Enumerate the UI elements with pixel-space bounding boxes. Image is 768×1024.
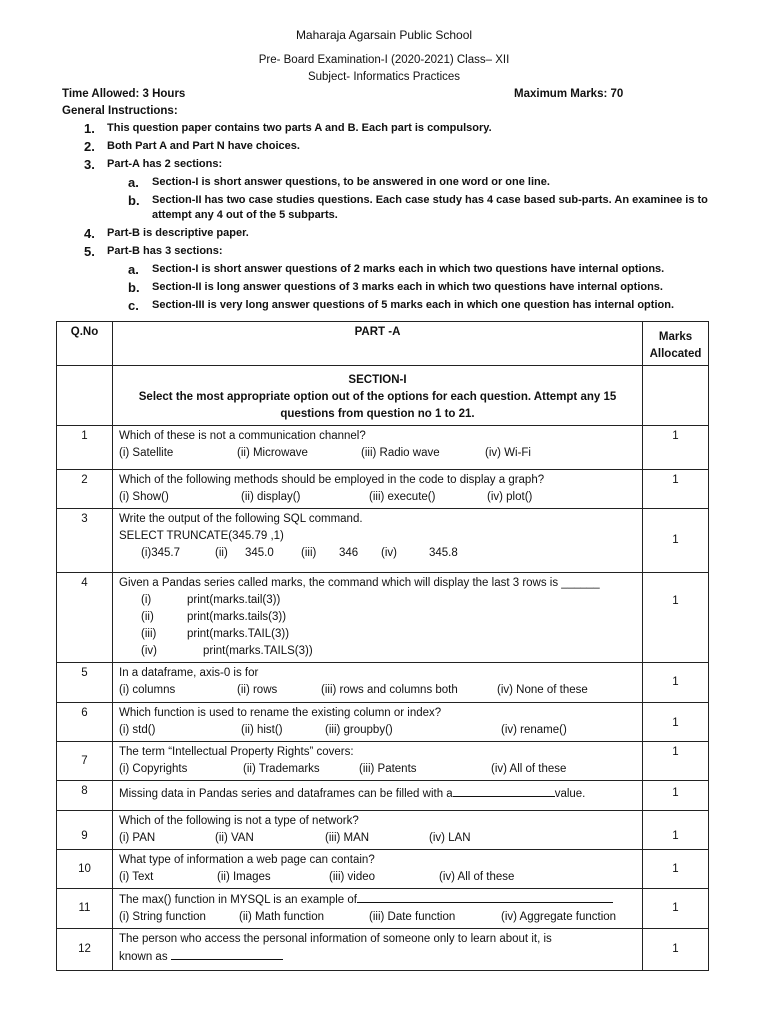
instruction-text: Part-B is descriptive paper. — [107, 227, 249, 239]
question-text-after: value. — [554, 788, 586, 800]
general-instructions-heading: General Instructions: — [62, 105, 178, 117]
option: (ii) Images — [217, 871, 271, 883]
option: (i) String function — [119, 911, 206, 923]
question-row — [57, 573, 709, 663]
question-row — [57, 703, 709, 742]
option-row — [119, 592, 636, 609]
option-text: print(marks.TAIL(3)) — [187, 628, 290, 640]
question-number: 5 — [57, 663, 113, 703]
question-text: Given a Pandas series called marks, the command which will display the last 3 rows is ______ — [119, 577, 600, 589]
question-cell — [113, 889, 643, 929]
option: (iii) groupby() — [325, 724, 393, 736]
question-row — [57, 850, 709, 889]
instruction-number: 4. — [84, 226, 95, 241]
options — [119, 761, 636, 778]
question-cell — [113, 573, 643, 663]
question-text: known as — [119, 951, 168, 963]
question-row — [57, 509, 709, 573]
part-header: PART -A — [113, 322, 643, 366]
question-cell — [113, 663, 643, 703]
school-name: Maharaja Agarsain Public School — [295, 28, 473, 42]
question-cell — [113, 426, 643, 470]
question-marks: 1 — [643, 573, 709, 663]
option: (iii) Date function — [369, 911, 456, 923]
option: (iv) — [381, 547, 397, 559]
option: (ii) Math function — [239, 911, 325, 923]
instruction-text: This question paper contains two parts A and B. Each part is compulsory. — [107, 122, 492, 134]
option: (iv) rename() — [501, 724, 567, 736]
question-marks: 1 — [643, 781, 709, 811]
instruction-text: Section-I is short answer questions of 2 marks each in which two questions have internal options. — [152, 263, 665, 275]
question-text: Which of the following is not a type of network? — [119, 815, 359, 827]
question-row — [57, 889, 709, 929]
question-cell — [113, 742, 643, 781]
instruction-text: Section-II has two case studies questions. Each case study has 4 case based sub-parts. An examinee is to attempt any 4 out of the 5 subparts. — [152, 194, 708, 221]
question-marks: 1 — [643, 470, 709, 509]
option: (iv) Aggregate function — [501, 911, 617, 923]
question-row — [57, 742, 709, 781]
option: (iii) execute() — [369, 491, 436, 503]
option-label: (iii) — [141, 628, 157, 640]
question-row — [57, 929, 709, 971]
instruction-text: Section-II is long answer questions of 3 marks each in which two questions have internal options. — [152, 281, 663, 293]
answer-blank — [453, 785, 555, 797]
exam-title: Pre- Board Examination-I (2020-2021) Class– XII — [258, 54, 510, 66]
question-cell — [113, 703, 643, 742]
options — [119, 909, 636, 926]
option: (iv) All of these — [491, 763, 567, 775]
time-allowed: Time Allowed: 3 Hours — [62, 88, 186, 100]
option: (iii) — [301, 547, 317, 559]
instruction-letter: c. — [128, 298, 139, 313]
empty-cell — [57, 366, 113, 426]
question-number: 12 — [57, 929, 113, 971]
option: (i) Satellite — [119, 447, 174, 459]
question-number: 1 — [57, 426, 113, 470]
table-header-row — [57, 322, 709, 366]
option: (iv) plot() — [487, 491, 533, 503]
options — [119, 869, 636, 886]
question-table — [56, 321, 709, 971]
instruction-number: 1. — [84, 121, 95, 136]
option-text: print(marks.tail(3)) — [187, 594, 281, 606]
option: (iii) video — [329, 871, 376, 883]
option: (ii) Microwave — [237, 447, 308, 459]
subject-title: Subject- Informatics Practices — [307, 71, 461, 83]
question-text: In a dataframe, axis-0 is for — [119, 667, 259, 679]
question-number: 11 — [57, 889, 113, 929]
option: (i) columns — [119, 684, 176, 696]
option: (iii) rows and columns both — [321, 684, 458, 696]
section-title: SECTION-I — [348, 374, 407, 386]
option: (i) std() — [119, 724, 156, 736]
question-cell — [113, 929, 643, 971]
question-number: 4 — [57, 573, 113, 663]
question-row — [57, 470, 709, 509]
instruction-number: 2. — [84, 139, 95, 154]
option: (i) PAN — [119, 832, 156, 844]
section-description: Select the most appropriate option out of the options for each question. Attempt any 15 questions from question no 1 to 21. — [138, 391, 617, 420]
option-label: (iv) — [141, 645, 157, 657]
option: (ii) Trademarks — [243, 763, 320, 775]
question-marks: 1 — [643, 703, 709, 742]
option: (ii) — [215, 547, 228, 559]
question-number: 6 — [57, 703, 113, 742]
instruction-text: Both Part A and Part N have choices. — [107, 140, 300, 152]
option: (i) Copyrights — [119, 763, 188, 775]
question-row — [57, 426, 709, 470]
option: (iv) None of these — [497, 684, 588, 696]
instruction-number: 3. — [84, 157, 95, 172]
maximum-marks: Maximum Marks: 70 — [514, 88, 624, 100]
instruction-letter: b. — [128, 280, 140, 295]
question-marks: 1 — [643, 889, 709, 929]
question-marks: 1 — [643, 811, 709, 850]
answer-blank — [357, 891, 613, 903]
option-row — [119, 609, 636, 626]
option: (iii) Patents — [359, 763, 417, 775]
question-cell — [113, 509, 643, 573]
question-text: The term “Intellectual Property Rights” covers: — [119, 746, 354, 758]
question-text: Missing data in Pandas series and dataframes can be filled with a — [119, 788, 453, 800]
question-text-line — [119, 891, 636, 909]
question-cell — [113, 850, 643, 889]
option: (iv) All of these — [439, 871, 515, 883]
instruction-letter: a. — [128, 175, 139, 190]
option: (ii) display() — [241, 491, 301, 503]
instruction-text: Section-I is short answer questions, to be answered in one word or one line. — [152, 176, 550, 188]
instruction-letter: b. — [128, 193, 140, 208]
option: (i) Text — [119, 871, 154, 883]
option-label: (ii) — [141, 611, 154, 623]
option: (ii) hist() — [241, 724, 283, 736]
options — [119, 545, 636, 562]
options — [119, 830, 636, 847]
empty-cell — [643, 366, 709, 426]
option: (i) Show() — [119, 491, 169, 503]
question-row — [57, 781, 709, 811]
question-text: What type of information a web page can contain? — [119, 854, 375, 866]
question-number: 7 — [57, 742, 113, 781]
options — [119, 489, 636, 506]
question-text: Which of these is not a communication channel? — [119, 430, 366, 442]
instruction-text: Part-B has 3 sections: — [107, 245, 223, 257]
option-text: print(marks.tails(3)) — [187, 611, 287, 623]
qno-header: Q.No — [57, 322, 113, 366]
option: 345.8 — [429, 547, 458, 559]
option-label: (i) — [141, 594, 152, 606]
option-row — [119, 643, 636, 660]
question-row — [57, 811, 709, 850]
option-row — [119, 626, 636, 643]
question-number: 3 — [57, 509, 113, 573]
question-text: The max() function in MYSQL is an example of — [119, 894, 357, 906]
question-marks: 1 — [643, 850, 709, 889]
instruction-text: Section-III is very long answer questions of 5 marks each in which one question has internal option. — [152, 299, 674, 311]
question-row — [57, 663, 709, 703]
question-number: 9 — [57, 811, 113, 850]
question-number: 2 — [57, 470, 113, 509]
question-text: Which of the following methods should be employed in the code to display a graph? — [119, 474, 545, 486]
option: (iii) Radio wave — [361, 447, 440, 459]
question-marks: 1 — [643, 929, 709, 971]
question-text: The person who access the personal information of someone only to learn about it, is — [119, 933, 552, 945]
option: (ii) VAN — [215, 832, 254, 844]
question-cell — [113, 470, 643, 509]
question-marks: 1 — [643, 742, 709, 781]
sql-command: SELECT TRUNCATE(345.79 ,1) — [119, 530, 284, 542]
option: (iv) Wi-Fi — [485, 447, 531, 459]
option: 346 — [339, 547, 359, 559]
option-text: print(marks.TAILS(3)) — [203, 645, 313, 657]
question-text-line — [119, 948, 636, 966]
question-marks: 1 — [643, 663, 709, 703]
question-marks: 1 — [643, 509, 709, 573]
question-text: Which function is used to rename the existing column or index? — [119, 707, 442, 719]
option: 345.0 — [245, 547, 274, 559]
question-number: 10 — [57, 850, 113, 889]
question-cell — [113, 811, 643, 850]
marks-header: Marks Allocated — [643, 322, 709, 366]
question-marks: 1 — [643, 426, 709, 470]
options — [119, 682, 636, 699]
options — [119, 722, 636, 739]
option: (ii) rows — [237, 684, 278, 696]
option: (iii) MAN — [325, 832, 370, 844]
option: (iv) LAN — [429, 832, 471, 844]
question-cell — [113, 781, 643, 811]
section-row — [57, 366, 709, 426]
instruction-number: 5. — [84, 244, 95, 259]
question-number: 8 — [57, 781, 113, 811]
option: (i)345.7 — [141, 547, 180, 559]
instruction-text: Part-A has 2 sections: — [107, 158, 223, 170]
question-text: Write the output of the following SQL command. — [119, 513, 363, 525]
answer-blank — [171, 948, 283, 960]
instruction-letter: a. — [128, 262, 139, 277]
section-cell — [113, 366, 643, 426]
options — [119, 445, 636, 462]
